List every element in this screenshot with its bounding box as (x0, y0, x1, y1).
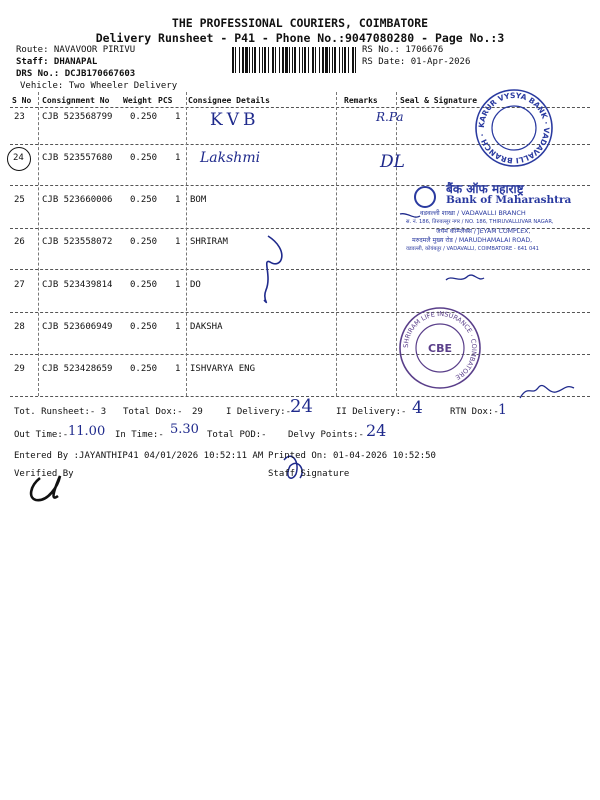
bom-address-line: स. नं. 186, तिरुवल्लूर नगर / NO. 186, THIRUVALLUVAR NAGAR, (406, 219, 554, 225)
delvy-points-value: 24 (366, 421, 387, 440)
rtn-dox-value: 1 (498, 402, 507, 418)
rs-number: RS No.: 1706676 (362, 45, 444, 55)
row-consignment: CJB 523660006 (42, 195, 113, 205)
bank-of-maharashtra-stamp (406, 180, 596, 254)
rs-date: RS Date: 01-Apr-2026 (362, 57, 471, 67)
row-pcs: 1 (175, 112, 181, 122)
verified-by-label: Verified By (14, 469, 74, 479)
col-consignee: Consignee Details (188, 96, 270, 105)
bom-address-line: मरुदमलै मुख्य रोड / MARUDHAMALAI ROAD, (412, 237, 533, 244)
in-time-label: In Time:- (115, 430, 164, 440)
row-sno: 25 (14, 195, 25, 205)
row-pcs: 1 (175, 280, 181, 290)
ii-delivery-label: II Delivery:- (336, 407, 407, 417)
row-weight: 0.250 (130, 112, 158, 122)
row-sno: 24 (13, 153, 24, 163)
bom-english-name: Bank of Maharashtra (446, 194, 572, 206)
row-weight: 0.250 (130, 322, 158, 332)
remark-squiggle (446, 275, 484, 280)
rtn-dox-label: RTN Dox:- (450, 407, 499, 417)
handwritten-consignee: KVB (210, 110, 260, 130)
row-sno: 27 (14, 280, 25, 290)
col-signature: Seal & Signature (400, 96, 478, 105)
row-pcs: 1 (175, 322, 181, 332)
row-consignment: CJB 523428659 (42, 364, 113, 374)
runsheet-title: Delivery Runsheet - P41 - Phone No.:9047080280 - Page No.:3 (95, 31, 505, 45)
shriram-round-stamp (398, 306, 482, 390)
verified-signature (31, 476, 60, 500)
entered-by: Entered By :JAYANTHIP41 04/01/2026 10:52:11 AM (14, 451, 264, 461)
total-runsheet: Tot. Runsheet:- 3 (14, 407, 107, 417)
row-consignee: DO (190, 280, 201, 290)
row-consignment: CJB 523568799 (42, 112, 113, 122)
row-weight: 0.250 (130, 237, 158, 247)
total-dox-label: Total Dox:- (123, 407, 183, 417)
col-pcs: PCS (158, 96, 173, 105)
row-consignment: CJB 523558072 (42, 237, 113, 247)
handwritten-remark: DL (380, 152, 405, 172)
i-delivery-label: I Delivery:- (226, 407, 292, 417)
col-weight: Weight (123, 96, 152, 105)
shriram-ring-text: SHRIRAM LIFE INSURANCE · COIMBATORE (401, 309, 479, 382)
row-consignee: BOM (190, 195, 207, 205)
vehicle-label: Vehicle: Two Wheeler Delivery (20, 81, 178, 91)
row-consignee: DAKSHA (190, 322, 223, 332)
row-weight: 0.250 (130, 364, 158, 374)
company-title: THE PROFESSIONAL COURIERS, COIMBATORE (171, 16, 429, 30)
row-consignee: ISHVARYA ENG (190, 364, 256, 374)
col-sno: S No (12, 96, 32, 105)
col-remarks: Remarks (344, 96, 378, 105)
row-consignment: CJB 523557680 (42, 153, 113, 163)
bom-address-line: वडवल्ली, कोयंबतूर / VADAVALLI, COIMBATORE - 641 041 (406, 246, 539, 252)
handwritten-remark: R.Pa (376, 110, 404, 124)
bank-logo-icon (414, 186, 436, 208)
row-weight: 0.250 (130, 280, 158, 290)
row-sno: 28 (14, 322, 25, 332)
col-consignment: Consignment No (42, 96, 110, 105)
row-sno: 29 (14, 364, 25, 374)
in-time-value: 5.30 (170, 422, 199, 437)
karur-vysya-bank-stamp (474, 88, 554, 168)
row-pcs: 1 (175, 237, 181, 247)
bom-hindi-name: बैंक ऑफ महाराष्ट्र (446, 182, 524, 196)
signature-scribble (520, 386, 574, 398)
row-pcs: 1 (175, 195, 181, 205)
bom-address-line: वडवल्ली शाखा / VADAVALLI BRANCH (420, 209, 526, 217)
out-time-label: Out Time:- (14, 430, 69, 440)
row-weight: 0.250 (130, 153, 158, 163)
i-delivery-value: 24 (290, 396, 313, 417)
ii-delivery-value: 4 (412, 398, 423, 418)
total-pod-label: Total POD:- (207, 430, 267, 440)
row-sno: 26 (14, 237, 25, 247)
karur-ring-text: KARUR VYSYA BANK · VADAVALLI BRANCH · (476, 90, 552, 166)
out-time-value: 11.00 (68, 424, 106, 439)
delvy-points-label: Delvy Points:- (288, 430, 364, 440)
bom-address-line: जयम कॉम्प्लेक्स / JEYAM COMPLEX, (436, 228, 531, 235)
staff-label: Staff: DHANAPAL (16, 57, 98, 67)
handwritten-consignee: Lakshmi (200, 150, 261, 166)
shriram-center-text: CBE (428, 342, 452, 355)
row-consignee: SHRIRAM (190, 237, 228, 247)
row-pcs: 1 (175, 153, 181, 163)
printed-on: Printed On: 01-04-2026 10:52:50 (268, 451, 436, 461)
staff-signature-label: Staff Signature (268, 469, 350, 479)
drs-label: DRS No.: DCJB170667603 (16, 69, 136, 79)
total-dox-value: 29 (192, 407, 203, 417)
row-consignment: CJB 523606949 (42, 322, 113, 332)
signature-bracket (264, 236, 282, 302)
row-consignment: CJB 523439814 (42, 280, 113, 290)
route-label: Route: NAVAVOOR PIRIVU (16, 45, 136, 55)
row-pcs: 1 (175, 364, 181, 374)
row-sno: 23 (14, 112, 25, 122)
row-weight: 0.250 (130, 195, 158, 205)
